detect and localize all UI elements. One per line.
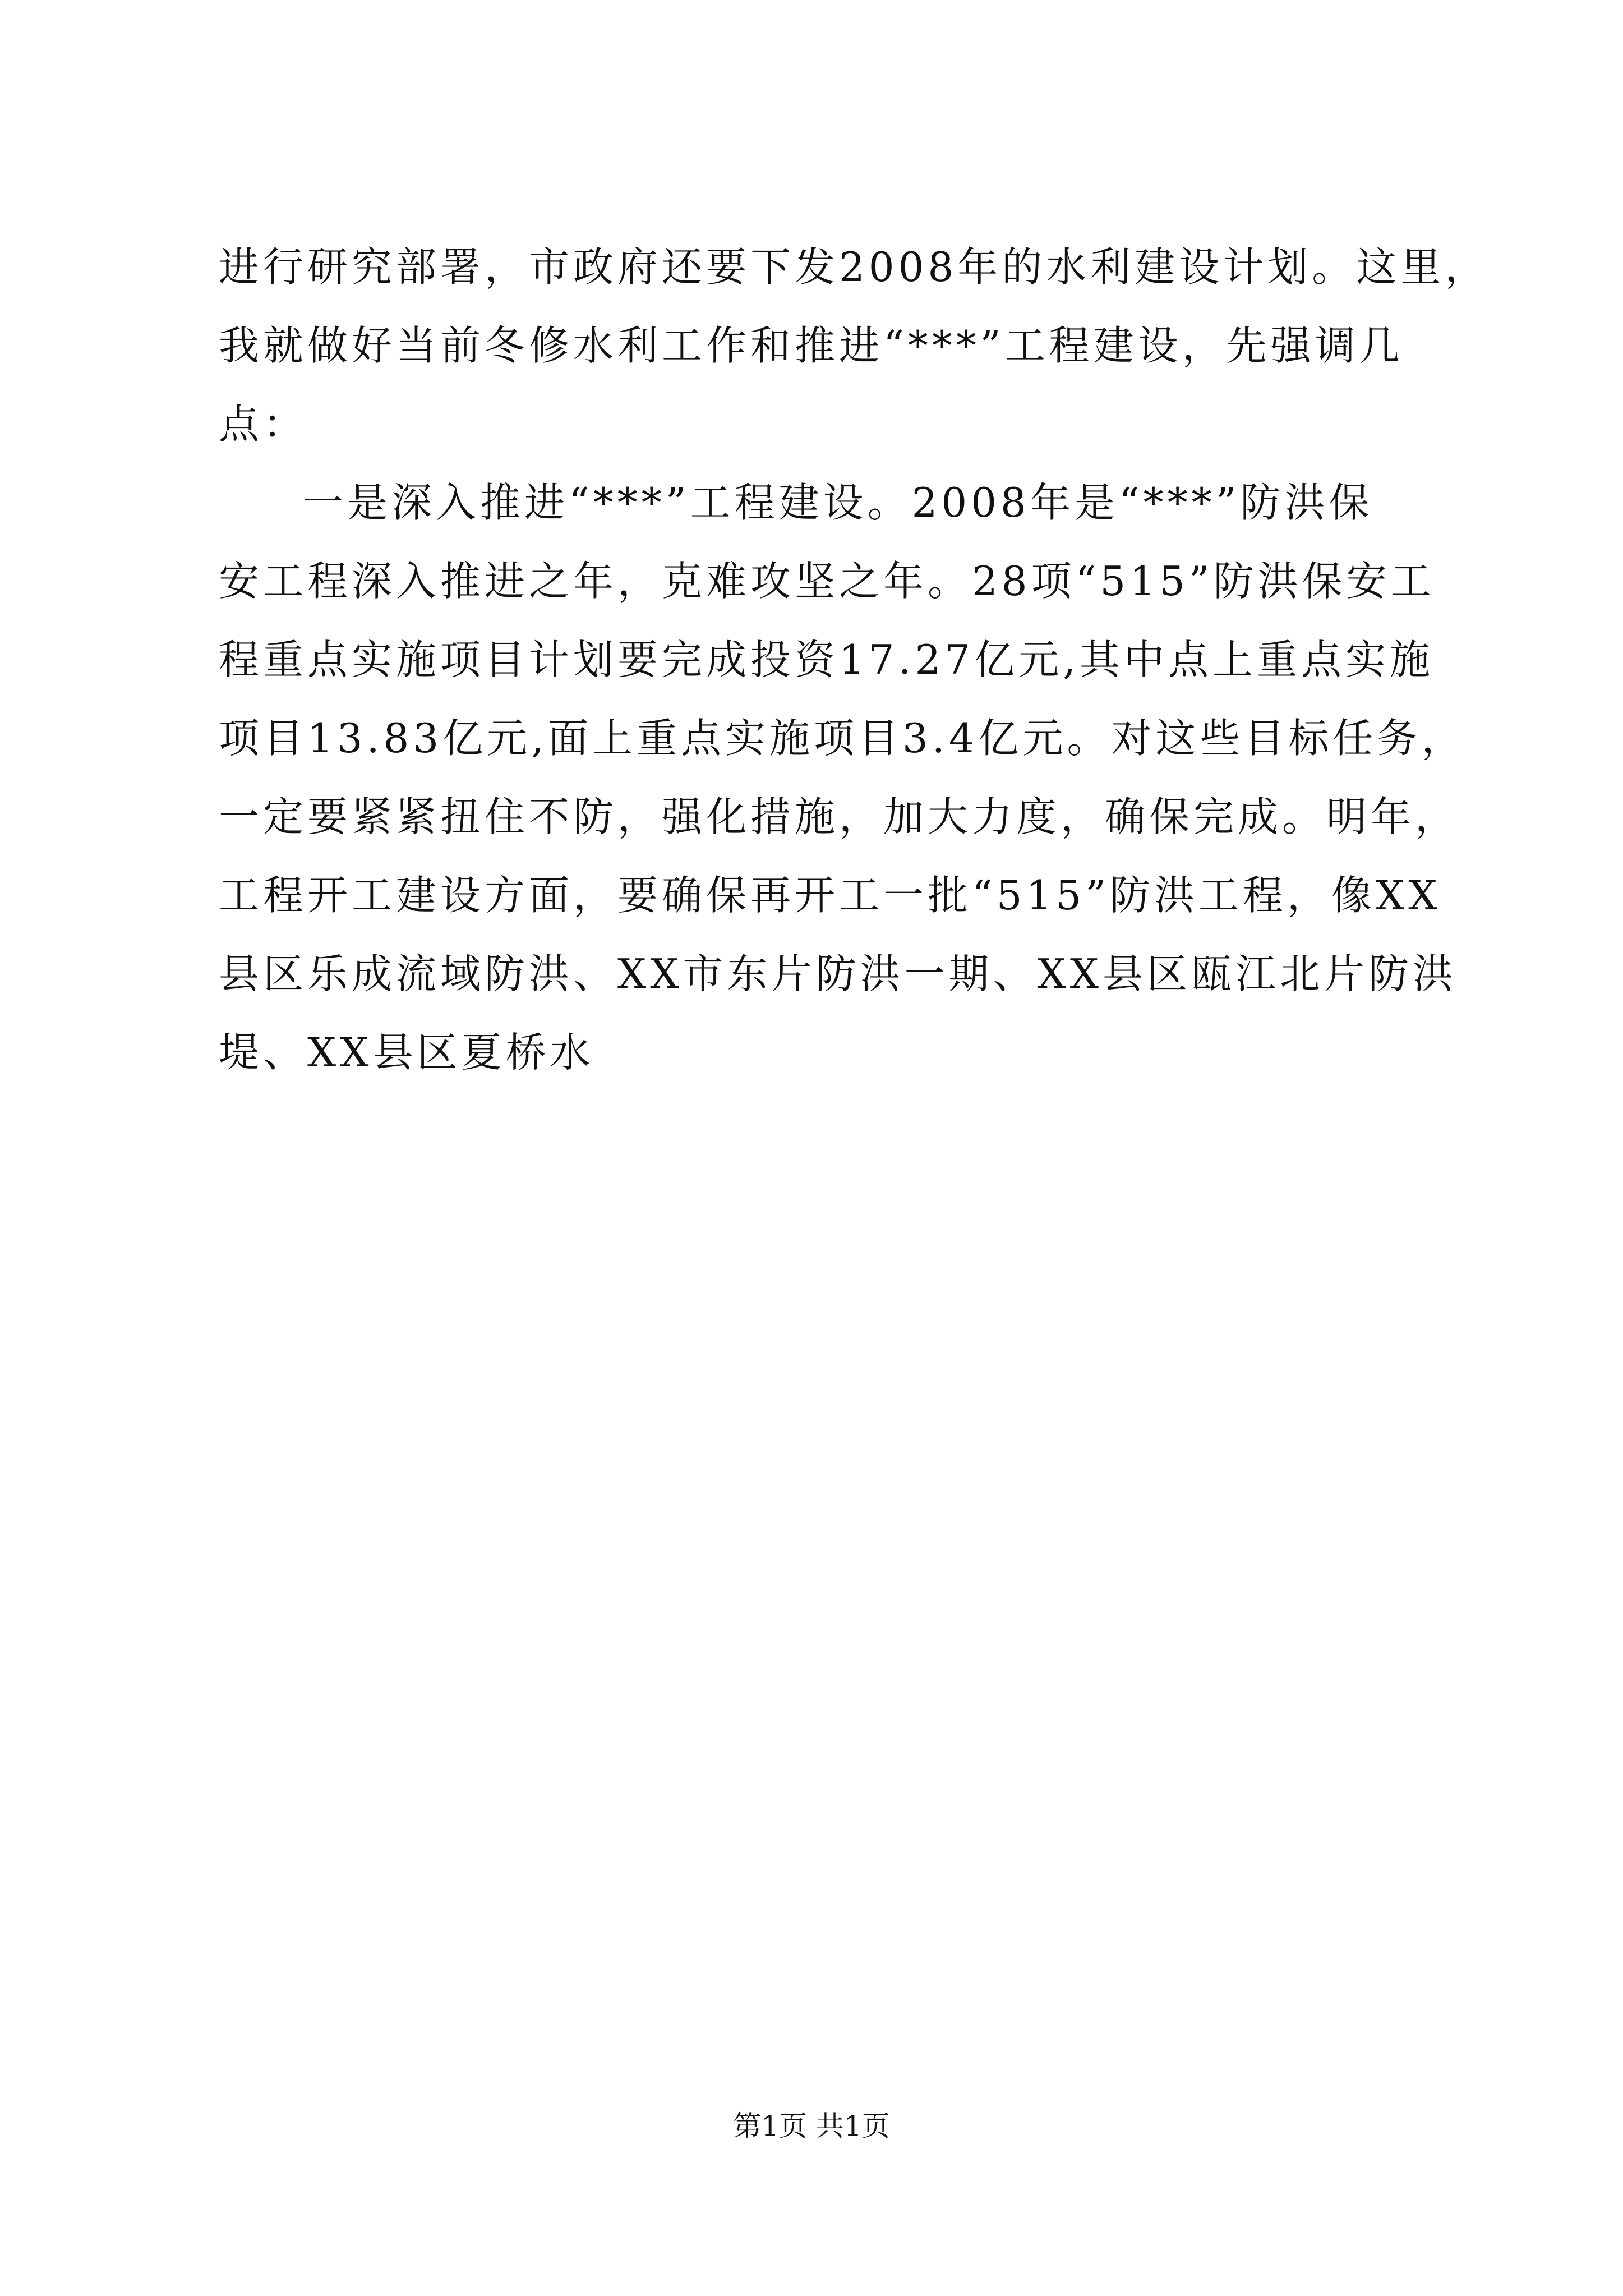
body-text-line: 安工程深入推进之年，克难攻坚之年。28项“515”防洪保安工 [219,558,1435,605]
body-text-line: 堤、XX县区夏桥水 [219,1029,594,1076]
body-text-line: 程重点实施项目计划要完成投资17.27亿元,其中点上重点实施 [219,636,1435,683]
body-text-line: 点： [219,401,308,448]
page-number-footer: 第1页 共1页 [733,2110,890,2142]
body-text-line: 县区乐成流域防洪、XX市东片防洪一期、XX县区瓯江北片防洪 [219,950,1458,997]
body-text-line: 一定要紧紧扭住不防，强化措施，加大力度，确保完成。明年， [219,793,1460,840]
body-text-line: 我就做好当前冬修水利工作和推进“***”工程建设，先强调几 [219,322,1404,369]
body-text-line: 项目13.83亿元,面上重点实施项目3.4亿元。对这些目标任务， [219,715,1466,762]
body-text-line: 进行研究部署，市政府还要下发2008年的水利建设计划。这里， [219,243,1490,291]
body-text-line: 工程开工建设方面，要确保再开工一批“515”防洪工程，像XX [219,872,1441,919]
paragraph-first-line: 一是深入推进“***”工程建设。2008年是“***”防洪保 [303,479,1373,526]
